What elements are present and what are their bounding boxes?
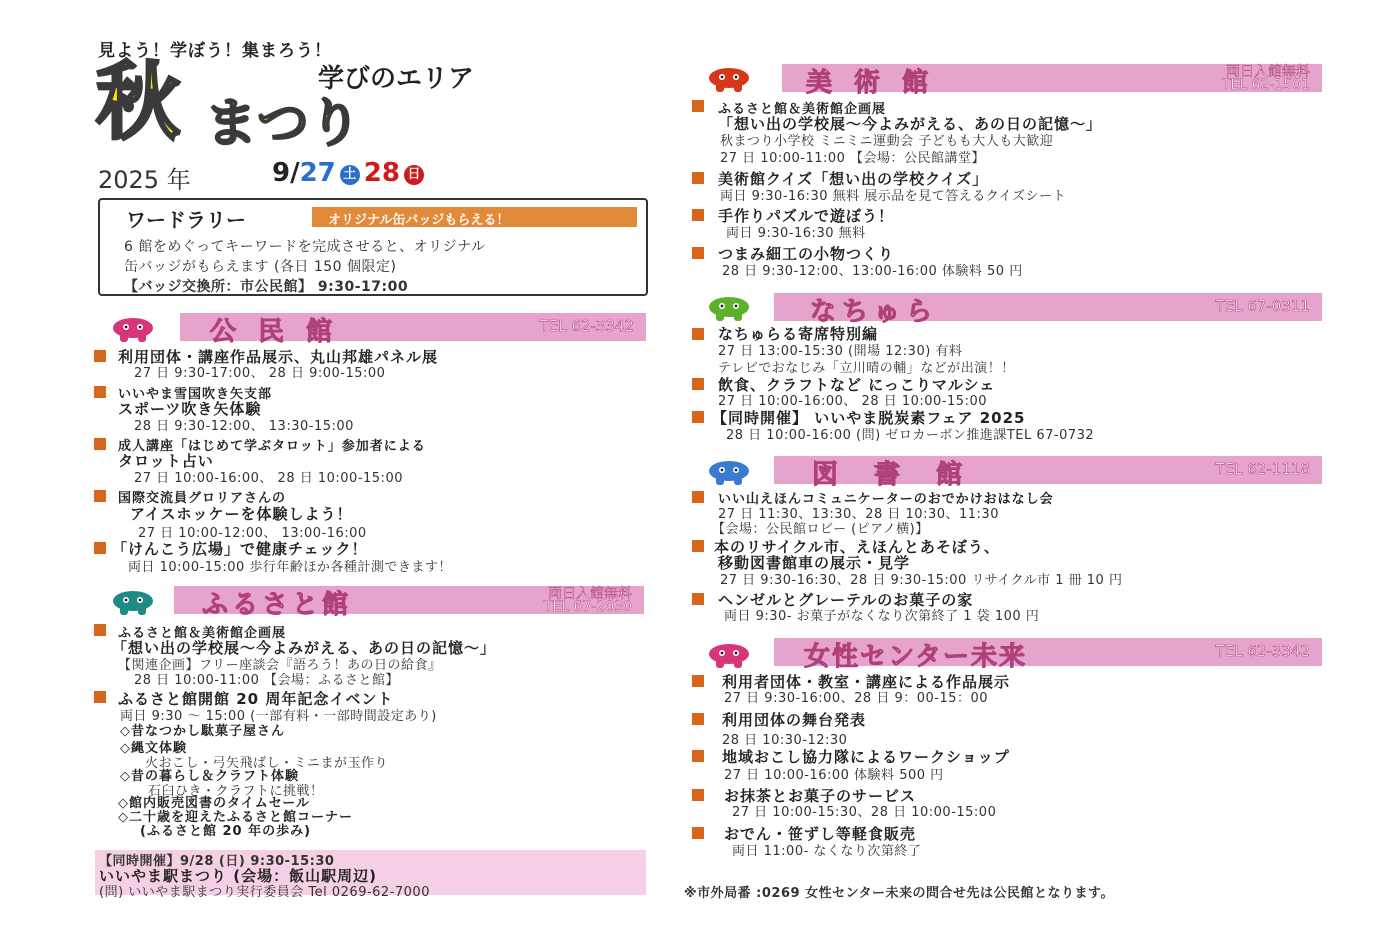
sunday-badge: 日	[404, 165, 424, 185]
bullet-icon	[692, 247, 704, 259]
event-title: アイスホッケーを体験しよう！	[130, 505, 353, 523]
mascot-icon	[706, 294, 752, 322]
word-rally-badge: オリジナル缶バッジもらえる！	[312, 207, 637, 227]
event-detail: 28 日 9:30-12:00、13:00-16:00 体験料 50 円	[722, 264, 1023, 279]
bullet-icon	[94, 350, 106, 362]
bullet-icon	[692, 540, 704, 552]
event-detail: 両日 9:30- お菓子がなくなり次第終了 1 袋 100 円	[724, 609, 1040, 624]
event-detail: 両日 9:30-16:30 無料	[726, 226, 866, 241]
event-dates	[272, 158, 428, 188]
event-detail: 27 日 10:00-16:00、 28 日 10:00-15:00	[718, 394, 987, 409]
bullet-icon	[692, 378, 704, 390]
event-detail: ◇館内販売図書のタイムセール	[118, 796, 310, 811]
event-detail: 両日 9:30-16:30 無料 展示品を見て答えるクイズシート	[720, 189, 1066, 204]
event-title: 国際交流員グロリアさんの	[118, 491, 287, 506]
event-detail: 27 日 13:00-15:30 (開場 12:30) 有料	[718, 344, 963, 359]
bullet-icon	[94, 542, 106, 554]
event-detail: 27 日 9:30-17:00、 28 日 9:00-15:00	[134, 366, 386, 381]
bullet-icon	[692, 328, 704, 340]
event-title: 飲食、クラフトなど にっこりマルシェ	[718, 376, 996, 394]
event-title: 地域おこし協力隊によるワークショップ	[722, 748, 1010, 766]
event-detail: ◇二十歳を迎えたふるさと館コーナー	[118, 810, 353, 825]
subtitle: 学びのエリア	[318, 64, 475, 94]
event-title: お抹茶とお菓子のサービス	[724, 787, 917, 805]
mascot-icon	[706, 641, 752, 669]
section-header-kominkan	[180, 313, 646, 347]
date-27: 27	[299, 158, 336, 188]
event-detail: 秋まつり小学校 ミニミニ運動会 子どもも大人も大歓迎	[720, 134, 1054, 149]
section-header-nachura	[774, 293, 1322, 327]
event-title: 本のリサイクル市、えほんとあそぼう、	[714, 538, 1000, 556]
section-header-bijutsukan	[782, 64, 1322, 98]
event-title: 利用団体の舞台発表	[722, 711, 867, 729]
event-detail: (ふるさと館 20 年の歩み)	[140, 824, 312, 839]
bullet-icon	[94, 624, 106, 636]
event-detail: 28 日 9:30-12:00、 13:30-15:00	[134, 419, 354, 434]
event-year: 2025 年	[98, 166, 191, 194]
event-title: ヘンゼルとグレーテルのお菓子の家	[718, 591, 974, 609]
event-title: タロット占い	[118, 452, 214, 470]
bullet-icon	[692, 827, 704, 839]
event-title: 「想い出の学校展～今よみがえる、あの日の記憶～」	[112, 639, 497, 657]
station-line: いいやま駅まつり (会場：飯山駅周辺)	[99, 867, 377, 885]
section-tel: TEL 62-3342	[539, 317, 634, 335]
section-note: 両日入館無料	[1226, 64, 1310, 80]
event-detail: 27 日 10:00-16:00、 28 日 10:00-15:00	[134, 471, 403, 486]
event-detail: 27 日 10:00-15:30、28 日 10:00-15:00	[732, 805, 997, 820]
event-title: ふるさと館＆美術館企画展	[118, 626, 287, 641]
bullet-icon	[94, 438, 106, 450]
event-detail: 28 日 10:00-11:00 【会場：ふるさと館】	[134, 673, 400, 688]
event-title: いい山えほんコミュニケーターのおでかけおはなし会	[718, 492, 1054, 507]
station-festival-box	[95, 850, 646, 900]
event-detail: 28 日 10:30-12:30	[722, 733, 848, 748]
event-detail: ◇昔なつかし駄菓子屋さん	[120, 724, 285, 739]
event-detail: 火おこし・弓矢飛ばし・ミニまが玉作り	[145, 756, 389, 771]
word-rally-box	[98, 198, 648, 296]
event-title: いいやま雪国吹き矢支部	[118, 387, 273, 402]
title-big-char: 秋	[96, 52, 181, 151]
bullet-icon	[692, 491, 704, 503]
section-header-josei	[774, 638, 1322, 672]
section-tel: TEL 67-0311	[1215, 297, 1310, 315]
mascot-icon	[110, 588, 156, 616]
bullet-icon	[94, 386, 106, 398]
section-name: 公民館	[210, 317, 355, 347]
section-tel: TEL 62-1501	[1221, 77, 1310, 93]
station-line: 【同時開催】9/28 (日) 9:30-15:30	[99, 854, 335, 869]
section-header-toshokan	[774, 456, 1322, 490]
bullet-icon	[692, 750, 704, 762]
event-detail: 27 日 9:30-16:00、28 日 9：00-15：00	[724, 691, 989, 706]
event-title: 移動図書館車の展示・見学	[718, 554, 911, 572]
event-title: ふるさと館＆美術館企画展	[718, 102, 887, 117]
section-tel: TEL 62-1118	[1215, 460, 1310, 478]
word-rally-title: ワードラリー	[126, 208, 246, 232]
section-name: 女性センター未来	[804, 642, 1027, 672]
event-detail: 両日 10:00-15:00 歩行年齢ほか各種計測できます！	[128, 560, 452, 575]
bullet-icon	[94, 691, 106, 703]
event-title: つまみ細工の小物つくり	[718, 245, 895, 263]
mascot-icon	[706, 65, 752, 93]
event-detail: 27 日 10:00-12:00、 13:00-16:00	[138, 526, 367, 541]
bullet-icon	[692, 675, 704, 687]
section-name: 図書館	[812, 460, 999, 490]
bullet-icon	[692, 789, 704, 801]
section-tel: TEL 67-2030	[543, 599, 632, 615]
bullet-icon	[94, 490, 106, 502]
date-month: 9/	[272, 158, 300, 188]
event-title: 利用者団体・教室・講座による作品展示	[722, 673, 1011, 691]
section-note: 両日入館無料	[548, 586, 632, 602]
section-name: ふるさと館	[202, 590, 353, 620]
event-title: 「けんこう広場」で健康チェック！	[112, 540, 368, 558]
event-title: 美術館クイズ「想い出の学校クイズ」	[718, 170, 989, 188]
event-detail: 27 日 10:00-11:00 【会場：公民館講堂】	[720, 151, 986, 166]
event-title: なちゅらる寄席特別編	[718, 325, 879, 343]
word-rally-line: 缶バッジがもらえます (各日 150 個限定)	[124, 259, 397, 275]
bullet-icon	[692, 593, 704, 605]
event-detail: ◇縄文体験	[120, 741, 187, 756]
event-title: 【同時開催】 いいやま脱炭素フェア 2025	[712, 409, 1026, 427]
event-title: 成人講座「はじめて学ぶタロット」参加者による	[118, 439, 426, 454]
event-detail: 両日 9:30 ～ 15:00 (一部有料・一部時間設定あり)	[120, 709, 437, 724]
mascot-icon	[706, 458, 752, 486]
bullet-icon	[692, 209, 704, 221]
section-name: なちゅら	[810, 297, 939, 327]
bullet-icon	[692, 713, 704, 725]
footer-note: ※市外局番 :0269 女性センター未来の問合せ先は公民館となります。	[684, 886, 1115, 901]
section-header-furusato	[174, 586, 644, 620]
event-title: スポーツ吹き矢体験	[118, 400, 262, 418]
station-line: (問) いいやま駅まつり実行委員会 Tel 0269-62-7000	[99, 885, 430, 900]
tagline: 見よう！学ぼう！集まろう！	[98, 41, 332, 61]
event-title: ふるさと館開館 20 周年記念イベント	[118, 690, 394, 708]
event-detail: 両日 11:00- なくなり次第終了	[732, 844, 922, 859]
event-title: おでん・笹ずし等軽食販売	[724, 825, 916, 843]
event-detail: 【関連企画】フリー座談会『語ろう！あの日の給食』	[118, 658, 442, 673]
date-28: 28	[363, 158, 400, 188]
word-rally-line: 6 館をめぐってキーワードを完成させると、オリジナル	[124, 239, 486, 255]
section-tel: TEL 62-3342	[1215, 642, 1310, 660]
saturday-badge: 土	[340, 165, 360, 185]
section-name: 美術館	[806, 68, 951, 98]
title-rest: まつり	[205, 94, 362, 154]
event-detail: テレビでおなじみ「立川晴の輔」などが出演！！	[718, 361, 1015, 376]
event-title: 手作りパズルで遊ぼう！	[718, 207, 895, 225]
event-detail: 27 日 11:30、13:30、28 日 10:30、11:30	[718, 507, 999, 522]
bullet-icon	[692, 411, 704, 423]
event-detail: 27 日 10:00-16:00 体験料 500 円	[724, 768, 944, 783]
bullet-icon	[692, 100, 704, 112]
event-detail: ◇昔の暮らし＆クラフト体験	[120, 769, 299, 784]
bullet-icon	[692, 172, 704, 184]
mascot-icon	[110, 315, 156, 343]
event-title: 利用団体・講座作品展示、丸山邦雄パネル展	[118, 348, 439, 366]
event-detail: 石臼ひき・クラフトに挑戦！	[148, 784, 324, 799]
event-detail: 28 日 10:00-16:00 (問) ゼロカーボン推進課TEL 67-0732	[726, 428, 1095, 443]
event-title: 「想い出の学校展～今よみがえる、あの日の記憶～」	[718, 115, 1103, 133]
event-detail: 27 日 9:30-16:30、28 日 9:30-15:00 リサイクル市 1 冊 10 円	[720, 573, 1123, 588]
word-rally-line: 【バッジ交換所：市公民館】 9:30-17:00	[124, 279, 409, 295]
event-detail: 【会場：公民館ロビー (ピアノ横)】	[712, 522, 929, 537]
